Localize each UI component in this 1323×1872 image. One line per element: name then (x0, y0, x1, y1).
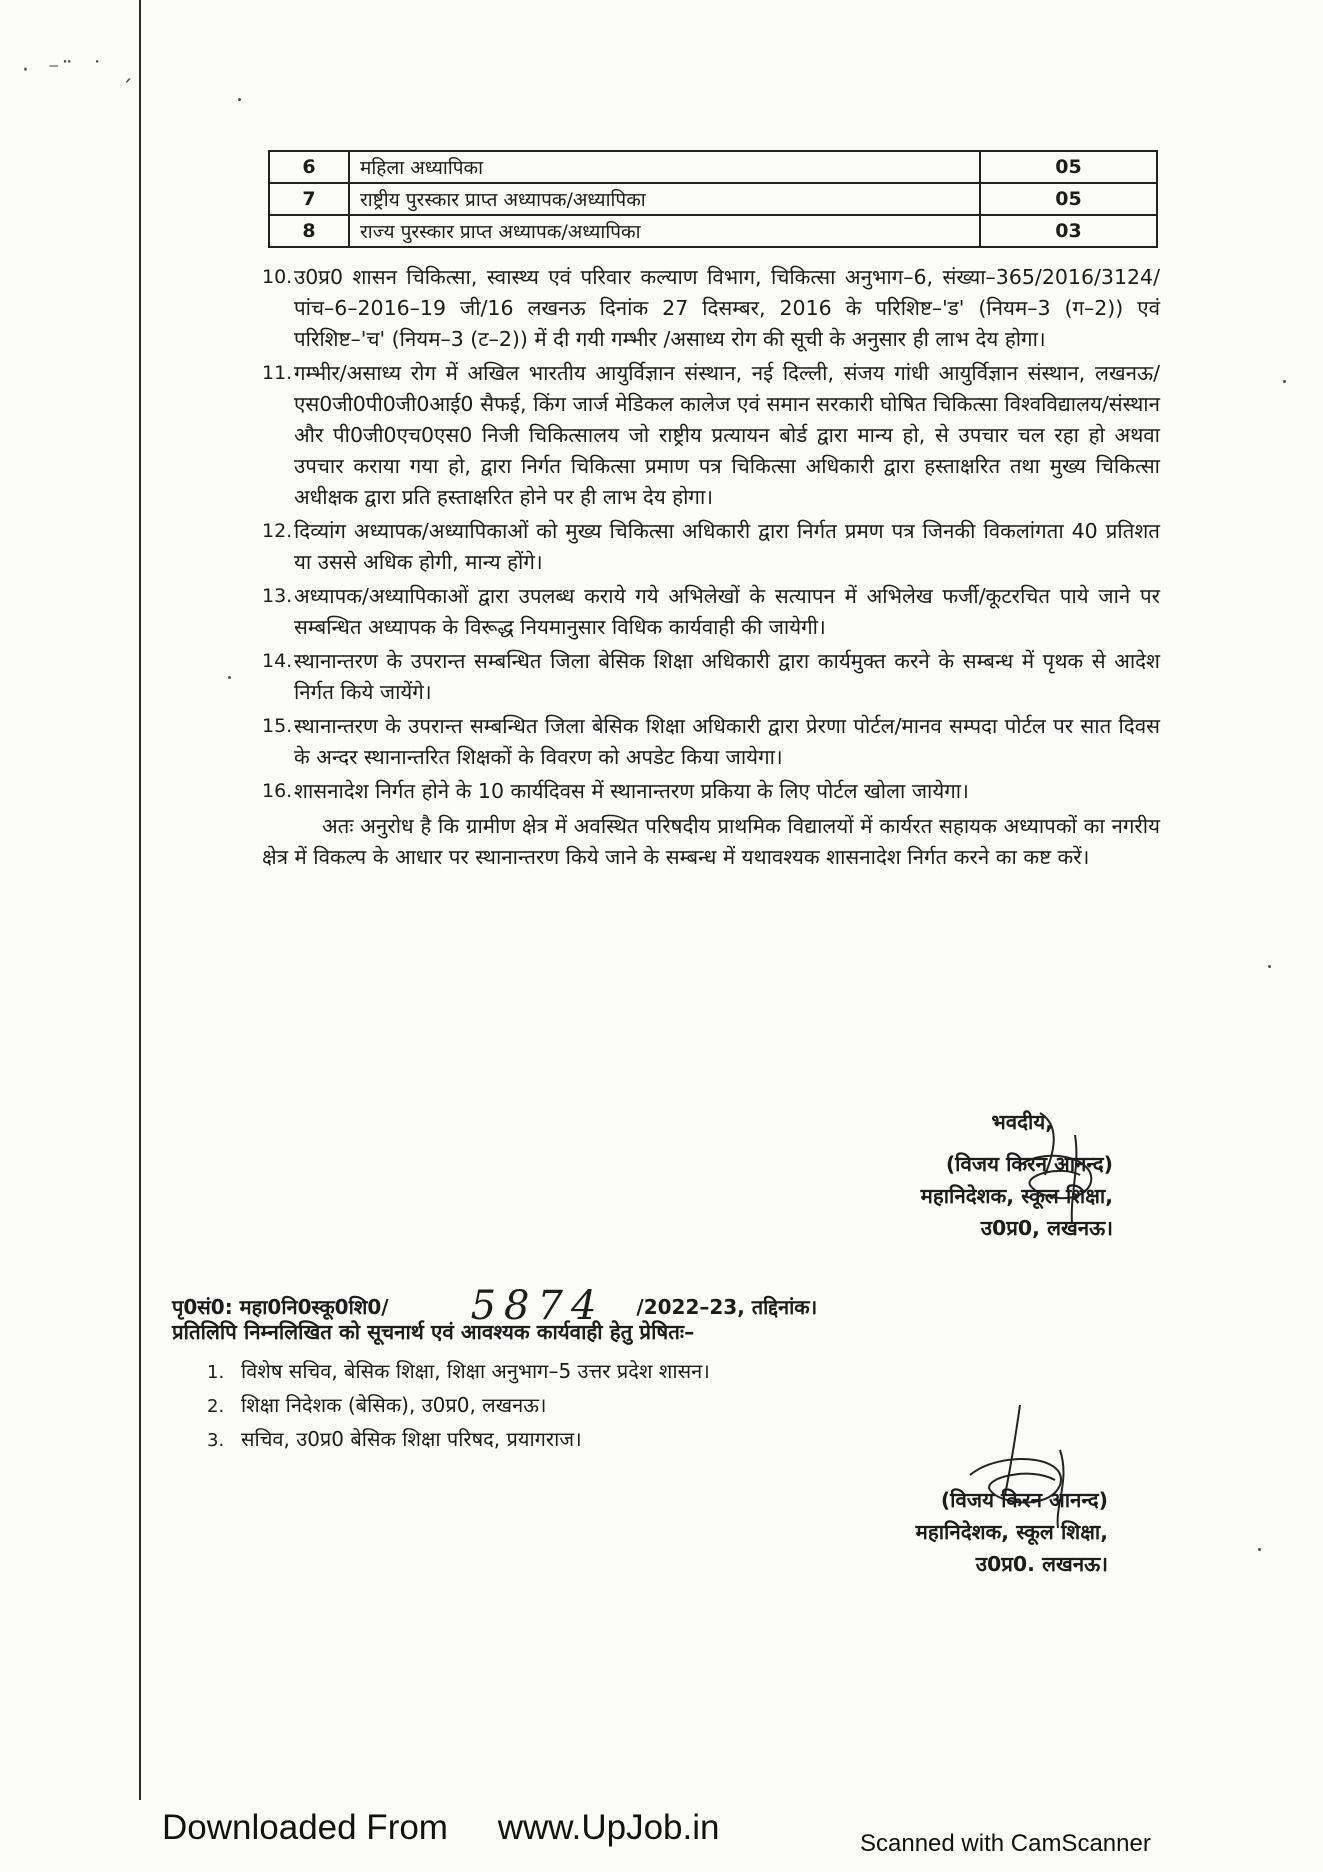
margin-line (139, 0, 141, 1800)
list-number: 2. (207, 1396, 225, 1417)
condition-text: स्थानान्तरण के उपरान्त सम्बन्धित जिला बेसिक शिक्षा अधिकारी द्वारा प्रेरणा पोर्टल/मानव सम्पदा पोर्टल पर सात दिवस के अन्दर स्थानान्तरित शिक्षकों के विवरण को अपडेट किया जायेगा। (294, 714, 1160, 769)
scan-speck (1258, 1548, 1261, 1551)
signatory-name: (विजय किरन आनन्द) (945, 1152, 1113, 1176)
condition-text: दिव्यांग अध्यापक/अध्यापिकाओं को मुख्य चिकित्सा अधिकारी द्वारा निर्गत प्रमण पत्र जिनकी विकलांगता 40 प्रतिशत या उससे अधिक होगी, मान्य होंगे। (294, 519, 1160, 574)
signatory-block-1 (921, 1148, 1113, 1244)
row-label: राष्ट्रीय पुरस्कार प्राप्त अध्यापक/अध्यापिका (349, 183, 980, 215)
condition-text: अध्यापक/अध्यापिकाओं द्वारा उपलब्ध कराये गये अभिलेखों के सत्यापन में अभिलेख फर्जी/कूटरचित पाये जाने पर सम्बन्धित अध्यापक के विरूद्ध नियमानुसार विधिक कार्यवाही की जायेगी। (294, 584, 1160, 639)
condition-number: 14. (262, 650, 293, 672)
scan-speck (238, 98, 241, 101)
scan-speck (1268, 965, 1271, 968)
conditions-list (262, 262, 1160, 873)
table-row (269, 151, 1157, 183)
table-row (269, 183, 1157, 215)
scan-specks: · ⁻ ̈ ˙ ˏ (22, 58, 139, 83)
condition-number: 16. (262, 780, 293, 802)
condition-item (262, 262, 1160, 355)
criteria-table (268, 150, 1158, 248)
signatory-location: उ0प्र0, लखनऊ। (980, 1216, 1113, 1240)
row-points: 05 (980, 183, 1157, 215)
condition-item (262, 646, 1160, 708)
signatory-location: उ0प्र0. लखनऊ। (975, 1552, 1108, 1576)
reference-suffix: /2022–23, तद्दिनांक। (636, 1294, 818, 1319)
condition-number: 10. (262, 266, 293, 288)
condition-number: 11. (262, 362, 293, 384)
condition-item (262, 516, 1160, 578)
row-points: 05 (980, 151, 1157, 183)
signatory-designation: महानिदेशक, स्कूल शिक्षा, (920, 1184, 1113, 1208)
reference-prefix: पृ0सं0: महा0नि0स्कू0शि0/ (172, 1294, 389, 1319)
request-paragraph: अतः अनुरोध है कि ग्रामीण क्षेत्र में अवस्थित परिषदीय प्राथमिक विद्यालयों में कार्यरत सहायक अध्यापकों का नगरीय क्षेत्र में विकल्प के आधार पर स्थानान्तरण किये जाने के सम्बन्ध में यथावश्यक शासनादेश निर्गत करने का कष्ट करें। (262, 814, 1160, 869)
condition-text: स्थानान्तरण के उपरान्त सम्बन्धित जिला बेसिक शिक्षा अधिकारी द्वारा कार्यमुक्त करने के सम्बन्ध में पृथक से आदेश निर्गत किये जायेंगे। (294, 649, 1160, 704)
condition-item (262, 711, 1160, 773)
condition-number: 15. (262, 715, 293, 737)
scan-speck (1283, 380, 1286, 383)
signatory-name: (विजय किरन आनन्द) (940, 1488, 1108, 1512)
row-label: महिला अध्यापिका (349, 151, 980, 183)
site-link[interactable]: www.UpJob.in (497, 1808, 720, 1847)
scanner-watermark: Scanned with CamScanner (860, 1830, 1151, 1857)
download-footer (162, 1808, 719, 1848)
condition-text: गम्भीर/असाध्य रोग में अखिल भारतीय आयुर्विज्ञान संस्थान, नई दिल्ली, संजय गांधी आयुर्विज्ञान संस्थान, लखनऊ/एस0जी0पी0जी0आई0 सैफई, किंग जार्ज मेडिकल कालेज एवं समान सरकारी घोषित चिकित्सा विश्वविद्यालय/संस्थान और पी0जी0एच0एस0 निजी चिकित्सालय जो राष्ट्रीय प्रत्यायन बोर्ड द्वारा मान्य हो, से उपचार चल रहा हो अथवा उपचार कराया गया हो, द्वारा निर्गत चिकित्सा प्रमाण पत्र चिकित्सा अधिकारी द्वारा हस्ताक्षरित तथा मुख्य चिकित्सा अधीक्षक द्वारा प्रति हस्ताक्षरित होने पर ही लाभ देय होगा। (294, 361, 1160, 509)
downloaded-from-text: Downloaded From (162, 1808, 448, 1847)
list-item (207, 1355, 710, 1389)
list-text: शिक्षा निदेशक (बेसिक), उ0प्र0, लखनऊ। (241, 1393, 547, 1417)
closing-salutation: भवदीय, (991, 1110, 1053, 1134)
condition-item (262, 358, 1160, 513)
list-item (207, 1423, 710, 1457)
row-points: 03 (980, 215, 1157, 247)
condition-text: उ0प्र0 शासन चिकित्सा, स्वास्थ्य एवं परिवार कल्याण विभाग, चिकित्सा अनुभाग–6, संख्या–365/2016/3124/पांच–6–2016–19 जी/16 लखनऊ दिनांक 27 दिसम्बर, 2016 के परिशिष्ट–'ड' (नियम–3 (ग–2)) एवं परिशिष्ट–'च' (नियम–3 (ट–2)) में दी गयी गम्भीर /असाध्य रोग की सूची के अनुसार ही लाभ देय होगा। (294, 265, 1160, 351)
list-number: 3. (207, 1430, 225, 1451)
list-number: 1. (207, 1362, 225, 1383)
condition-item (262, 581, 1160, 643)
signatory-designation: महानिदेशक, स्कूल शिक्षा, (915, 1520, 1108, 1544)
condition-text: शासनादेश निर्गत होने के 10 कार्यदिवस में स्थानान्तरण प्रकिया के लिए पोर्टल खोला जायेगा। (294, 779, 969, 803)
list-text: विशेष सचिव, बेसिक शिक्षा, शिक्षा अनुभाग–5 उत्तर प्रदेश शासन। (241, 1359, 710, 1383)
copy-recipient-list (207, 1355, 710, 1457)
row-number: 6 (269, 151, 349, 183)
copy-heading: प्रतिलिपि निम्नलिखित को सूचनार्थ एवं आवश्यक कार्यवाही हेतु प्रेषितः– (172, 1320, 695, 1344)
condition-number: 13. (262, 585, 293, 607)
row-number: 8 (269, 215, 349, 247)
reference-number-handwritten: 5874 (470, 1283, 605, 1329)
condition-item (262, 776, 1160, 807)
scan-speck (228, 676, 231, 679)
list-text: सचिव, उ0प्र0 बेसिक शिक्षा परिषद, प्रयागराज। (241, 1427, 582, 1451)
row-label: राज्य पुरस्कार प्राप्त अध्यापक/अध्यापिका (349, 215, 980, 247)
condition-number: 12. (262, 520, 293, 542)
row-number: 7 (269, 183, 349, 215)
signatory-block-2 (916, 1484, 1108, 1580)
list-item (207, 1389, 710, 1423)
table-row (269, 215, 1157, 247)
